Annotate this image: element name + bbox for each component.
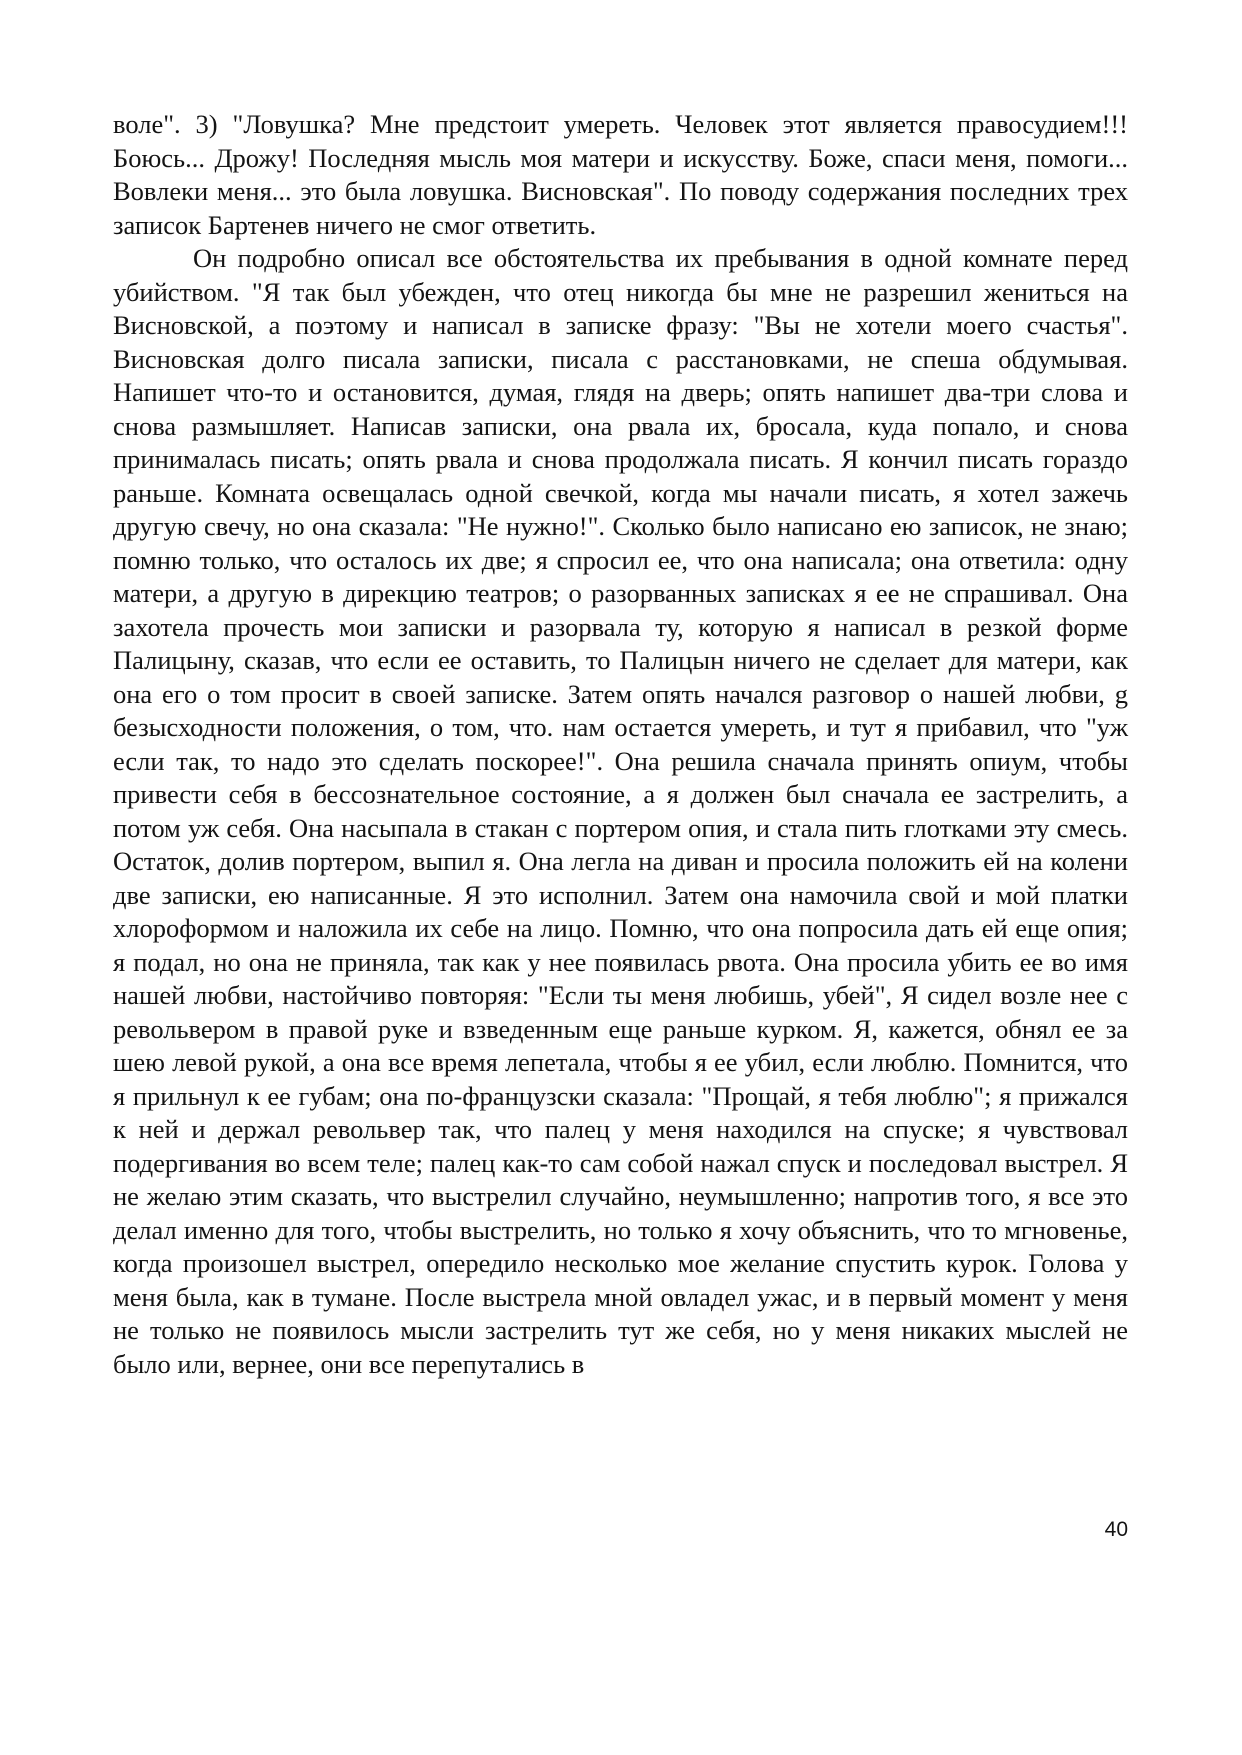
paragraph-2: Он подробно описал все обстоятельства их пребывания в одной комнате перед убийством. "Я так был убежден, что отец никогда бы мне не разрешил жениться на Висновской, а поэтому и написал в записке фразу: "Вы не хотели моего счастья". Висновская долго писала записки, писала с расстановками, не спеша обдумывая. Напишет что-то и остановится, думая, глядя на дверь; опять напишет два-три слова и снова размышляет. Написав записки, она рвала их, бросала, куда попало, и снова принималась писать; опять рвала и снова продолжала писать. Я кончил писать гораздо раньше. Комната освещалась одной свечкой, когда мы начали писать, я хотел зажечь другую свечу, но она сказала: "Не нужно!". Сколько было написано ею записок, не знаю; помню только, что осталось их две; я спросил ее, что она написала; она ответила: одну матери, а другую в дирекцию театров; о разорванных записках я ее не спрашивал. Она захотела прочесть мои записки и разорвала ту, которую я написал в резкой форме Палицыну, сказав, что если ее оставить, то Палицын ничего не сделает для матери, как она его о том просит в своей записке. Затем опять начался разговор о нашей любви, g безысходности положения, о том, что. нам остается умереть, и тут я прибавил, что "уж если так, то надо это сделать поскорее!". Она решила сначала принять опиум, чтобы привести себя в бессознательное состояние, а я должен был сначала ее застрелить, а потом уж себя. Она насыпала в стакан с портером опия, и стала пить глотками эту смесь. Остаток, долив портером, выпил я. Она легла на диван и просила положить ей на колени две записки, ею написанные. Я это исполнил. Затем она намочила свой и мой платки хлороформом и наложила их себе на лицо. Помню, что она попросила дать ей еще опия; я подал, но она не приняла, так как у нее появилась рвота. Она просила убить ее во имя нашей любви, настойчиво повторяя: "Если ты меня любишь, убей", Я сидел возле нее с револьвером в правой руке и взведенным еще раньше курком. Я, кажется, обнял ее за шею левой рукой, а она все время лепетала, чтобы я ее убил, если люблю. Помнится, что я прильнул к ее губам; она по-французски сказала: "Прощай, я тебя люблю"; я прижался к ней и держал револьвер так, что палец у меня находился на спуске; я чувствовал подергивания во всем теле; палец как-то сам собой нажал спуск и последовал выстрел. Я не желаю этим сказать, что выстрелил случайно, неумышленно; напротив того, я все это делал именно для того, чтобы выстрелить, но только я хочу объяснить, что то мгновенье, когда произошел выстрел, опередило несколько мое желание спустить курок. Голова у меня была, как в тумане. После выстрела мной овладел ужас, и в первый момент у меня не только не появилось мысли застрелить тут же себя, но у меня никаких мыслей не было или, вернее, они все перепутались в	[113, 243, 1128, 1379]
paragraph-1: воле". 3) "Ловушка? Мне предстоит умереть. Человек этот является правосудием!!! Боюсь... Дрожу! Последняя мысль моя матери и искусству. Боже, спаси меня, помоги... Вовлеки меня... это была ловушка. Висновская". По поводу содержания последних трех записок Бартенев ничего не смог ответить.	[113, 109, 1128, 240]
body-text	[113, 108, 1128, 1381]
page-number: 40	[1104, 1518, 1128, 1541]
